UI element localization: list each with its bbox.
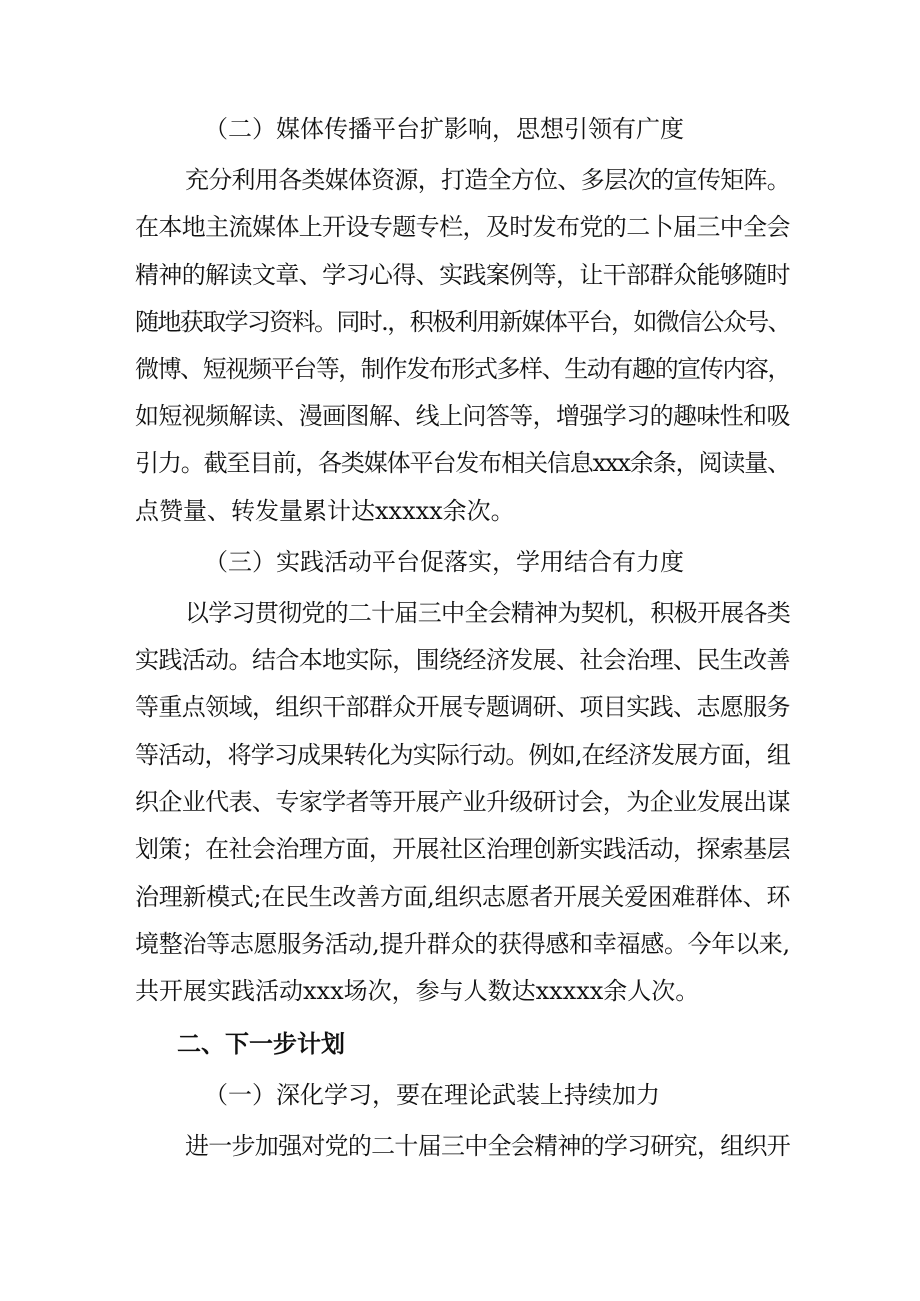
paragraph-text: 共开展实践活动xxx场次，参与人数达xxxxx余人次。 bbox=[135, 977, 700, 1005]
paragraph-text: 治理新模式;在民生改善方面,组织志愿者开展关爱困难群体、环 bbox=[135, 883, 791, 911]
paragraph-text: 点赞量、转发量累计达xxxxx余次。 bbox=[135, 497, 515, 525]
paragraph-text: 划策；在社会治理方面，开展社区治理创新实践活动，探索基层 bbox=[135, 835, 790, 863]
paragraph-text: 等重点领域，组织干部群众开展专题调研、项目实践、志愿服务 bbox=[135, 693, 790, 721]
paragraph-text: 境整治等志愿服务活动,提升群众的获得感和幸福感。今年以来, bbox=[135, 930, 790, 958]
paragraph-text: 充分利用各类媒体资源，打造全方位、多层次的宣传矩阵。 bbox=[185, 166, 791, 194]
paragraph-text: 进一步加强对党的二十届三中全会精神的学习研究，组织开 bbox=[185, 1132, 791, 1160]
chapter-heading-text: 二、下一步计划 bbox=[177, 1030, 345, 1058]
paragraph-text: 等活动，将学习成果转化为实际行动。例如,在经济发展方面，组 bbox=[135, 741, 790, 769]
section-heading-text: （三）实践活动平台促落实，学用结合有力度 bbox=[204, 548, 684, 576]
paragraph-text: 以学习贯彻党的二十届三中全会精神为契机，积极开展各类 bbox=[185, 599, 791, 627]
paragraph-text: 实践活动。结合本地实际，围绕经济发展、社会治理、民生改善 bbox=[135, 646, 790, 674]
paragraph-text: 微博、短视频平台等，制作发布形式多样、生动有趣的宣传内容， bbox=[135, 355, 791, 383]
paragraph-text: 织企业代表、专家学者等开展产业升级研讨会，为企业发展出谋 bbox=[135, 788, 790, 816]
paragraph-text: 在本地主流媒体上开设专题专栏，及时发布党的二卜届三中全会 bbox=[135, 213, 790, 241]
paragraph-text: 精神的解读文章、学习心得、实践案例等，让干部群众能够随时 bbox=[135, 261, 790, 289]
paragraph-text: 如短视频解读、漫画图解、线上问答等，增强学习的趣味性和吸 bbox=[135, 402, 790, 430]
paragraph-text: 随地获取学习资料。同时.，积极利用新媒体平台，如微信公众号、 bbox=[135, 308, 791, 336]
paragraph-text: 引力。截至目前，各类媒体平台发布相关信息xxx余条，阅读量、 bbox=[135, 449, 791, 477]
section-heading-text: （二）媒体传播平台扩影响，思想引领有广度 bbox=[204, 115, 684, 143]
section-heading-text: （一）深化学习，要在理论武装上持续加力 bbox=[204, 1081, 660, 1109]
